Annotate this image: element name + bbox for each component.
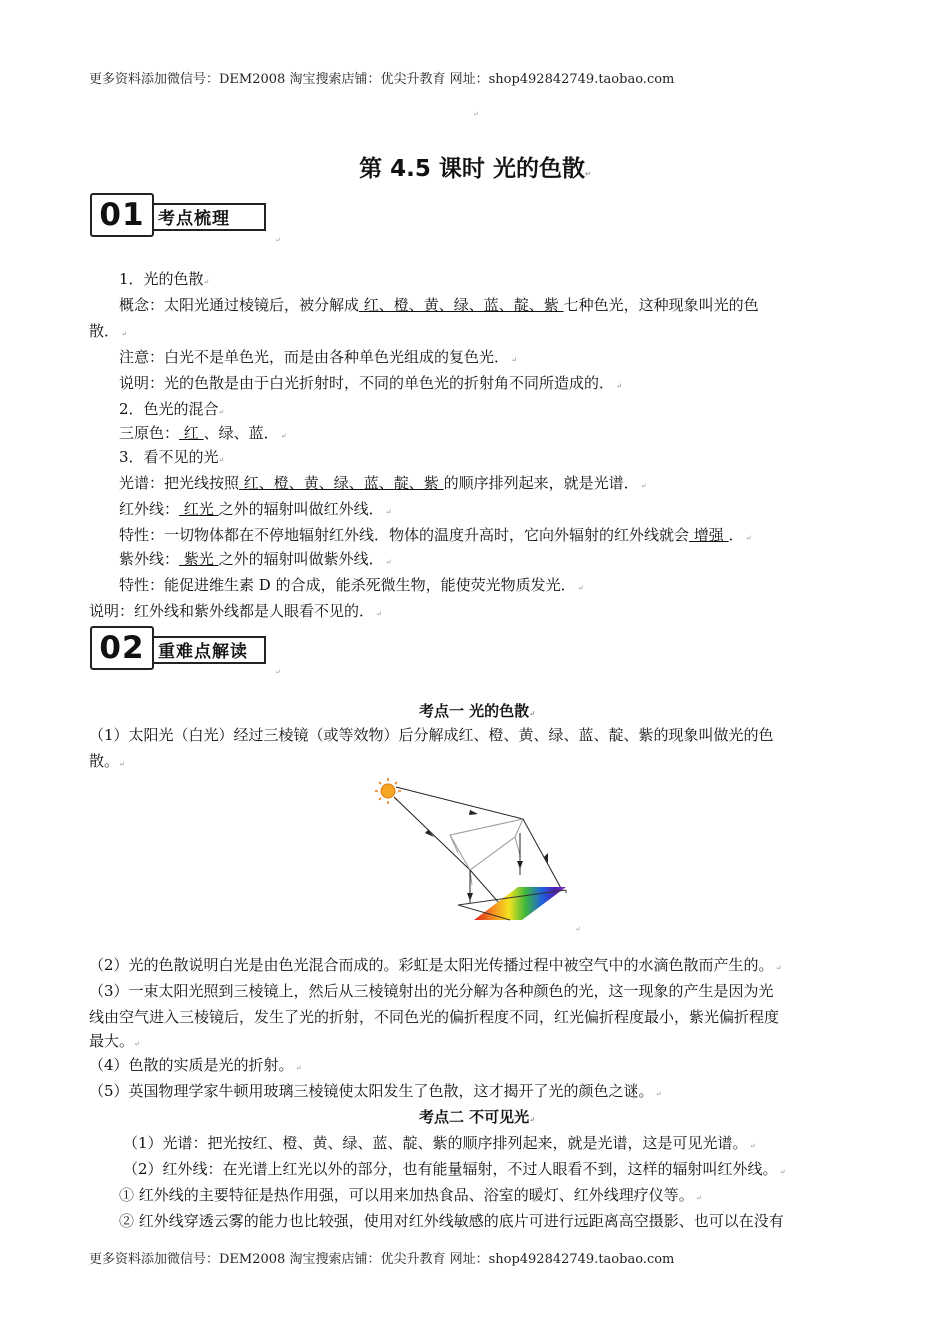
- para-q3: ① 红外线的主要特征是热作用强，可以用来加热食品、浴室的暖灯、红外线理疗仪等。 ↵: [119, 1186, 702, 1204]
- topic-1-title: 考点一 光的色散↵: [418, 702, 536, 720]
- ultraviolet-feature-line: 特性：能促进维生素 D 的合成，能杀死微生物，能使荧光物质发光． ↵: [119, 576, 584, 594]
- page-header: 更多资料添加微信号：DEM2008 淘宝搜索店铺：优尖升教育 网址：shop492842749.taobao.com: [89, 72, 675, 87]
- spectrum-line: 光谱：把光线按照 红、橙、黄、绿、蓝、靛、紫 的顺序排列起来，就是光谱． ↵: [119, 474, 647, 492]
- summary-line: 说明：红外线和紫外线都是人眼看不见的． ↵: [89, 602, 383, 620]
- explain-line: 说明：光的色散是由于白光折射时，不同的单色光的折射角不同所造成的． ↵: [119, 374, 623, 392]
- para-2: （2）光的色散说明白光是由色光混合而成的。彩虹是太阳光传播过程中被空气中的水滴色散而产生的。 ↵: [89, 956, 782, 974]
- infrared-feature-line: 特性：一切物体都在不停地辐射红外线．物体的温度升高时，它向外辐射的红外线就会 增强 ． ↵: [119, 526, 752, 544]
- concept-line: 概念：太阳光通过棱镜后，被分解成 红、橙、黄、绿、蓝、靛、紫 七种色光，这种现象叫光的色: [119, 296, 759, 314]
- page-title: 第 4.5 课时 光的色散↵: [359, 156, 591, 182]
- answer-blank: 紫光: [179, 550, 219, 568]
- infrared-line: 红外线： 红光 之外的辐射叫做红外线． ↵: [119, 500, 392, 518]
- para-q2: （2）红外线：在光谱上红光以外的部分，也有能量辐射，不过人眼看不到，这样的辐射叫红外线。 ↵: [123, 1160, 786, 1178]
- para-3c: 最大。↵: [89, 1032, 140, 1050]
- paragraph-mark: ↵: [473, 110, 479, 118]
- para-q4: ② 红外线穿透云雾的能力也比较强，使用对红外线敏感的底片可进行远距离高空摄影、也可以在没有: [119, 1212, 784, 1230]
- para-1a: （1）太阳光（白光）经过三棱镜（或等效物）后分解成红、橙、黄、绿、蓝、靛、紫的现象叫做光的色: [89, 726, 774, 744]
- para-1b: 散。↵: [89, 752, 125, 770]
- para-q1: （1）光谱：把光按红、橙、黄、绿、蓝、靛、紫的顺序排列起来，就是光谱，这是可见光谱。 ↵: [123, 1134, 756, 1152]
- answer-blank: 红光: [179, 500, 219, 518]
- answer-blank: 增强: [689, 526, 729, 544]
- topic-2-title: 考点二 不可见光↵: [418, 1108, 536, 1126]
- para-3b: 线由空气进入三棱镜后，发生了光的折射，不同色光的偏折程度不同，红光偏折程度最小，紫光偏折程度: [89, 1008, 780, 1026]
- primary-colors-line: 三原色： 红 、绿、蓝． ↵: [119, 424, 287, 442]
- para-4: （4）色散的实质是光的折射。 ↵: [89, 1056, 302, 1074]
- heading-dispersion: 1．光的色散↵: [119, 270, 210, 288]
- note-line: 注意：白光不是单色光，而是由各种单色光组成的复色光． ↵: [119, 348, 518, 366]
- heading-mixing: 2．色光的混合↵: [119, 400, 225, 418]
- prism-dispersion-diagram: [370, 775, 590, 935]
- concept-line-cont: 散． ↵: [89, 322, 128, 340]
- para-3a: （3）一束太阳光照到三棱镜上，然后从三棱镜射出的光分解为各种颜色的光，这一现象的产生是因为光: [89, 982, 774, 1000]
- heading-invisible: 3．看不见的光↵: [119, 448, 225, 466]
- answer-blank: 红、橙、黄、绿、蓝、靛、紫: [239, 474, 444, 492]
- section-number: 01: [90, 193, 154, 237]
- section-label: 重难点解读: [152, 636, 266, 664]
- ultraviolet-line: 紫外线： 紫光 之外的辐射叫做紫外线． ↵: [119, 550, 392, 568]
- prism: [450, 819, 523, 885]
- answer-blank: 红、橙、黄、绿、蓝、靛、紫: [359, 296, 564, 314]
- para-5: （5）英国物理学家牛顿用玻璃三棱镜使太阳发生了色散，这才揭开了光的颜色之谜。 ↵: [89, 1082, 662, 1100]
- section-number: 02: [90, 626, 154, 670]
- answer-blank: 红: [179, 424, 204, 442]
- section-label: 考点梳理: [152, 203, 266, 231]
- page-footer: 更多资料添加微信号：DEM2008 淘宝搜索店铺：优尖升教育 网址：shop492842749.taobao.com: [89, 1252, 675, 1267]
